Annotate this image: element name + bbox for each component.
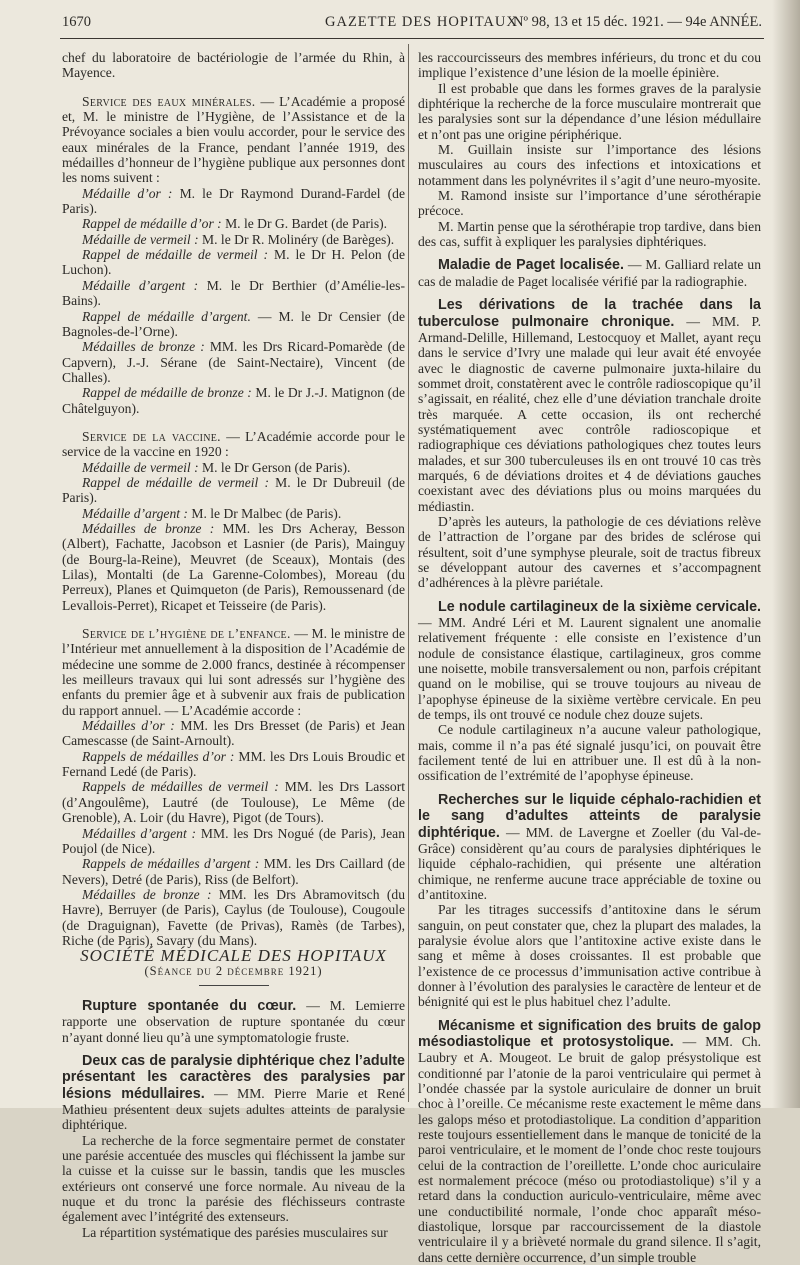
paragraph: M. Ramond insiste sur l’importance d’une sérothérapie précoce. — [418, 188, 761, 219]
abstract-heading: Rupture spontanée du cœur. — [82, 997, 297, 1014]
abstract-heading: Les dérivations de la trachée dans la tuberculose pulmonaire chronique. — [418, 297, 761, 330]
page-number: 1670 — [62, 14, 91, 30]
award-entry: Rappel de médaille d’or : M. le Dr G. Bardet (de Paris). — [82, 216, 388, 232]
award-entry: Rappel de médaille de vermeil : M. le Dr H. Pelon (de Luchon). — [62, 247, 405, 278]
paragraph: Service de l’hygiène de l’enfance. — M. le ministre de l’Intérieur met annuellement à la disposition de l’Académie de médecine une somme de 2.000 francs, destinée à récompenser les meilleurs travaux qui lui sont adressés sur l’hygiène des enfants du premier âge et à subvenir aux frais de publication du rapport annuel. — L’Académie accorde : — [62, 626, 405, 718]
paragraph: Il est probable que dans les formes graves de la paralysie diphtérique la recherche de la force musculaire montrerait que les paralysies sont sur la dépendance d’une lésion médullaire et n’ont pas une origine périphérique. — [418, 80, 761, 142]
session-date: (Séance du 2 décembre 1921) — [144, 963, 323, 978]
abstract-heading: Le nodule cartilagineux de la sixième cervicale. — [438, 598, 761, 615]
award-entry: Médaille d’argent : M. le Dr Berthier (d’Amélie-les-Bains). — [62, 277, 406, 309]
issue-line: Nº 98, 13 et 15 déc. 1921. — 94e ANNÉE. — [513, 14, 762, 30]
paragraph: chef du laboratoire de bactériologie de l’armée du Rhin, à Mayence. — [62, 50, 405, 81]
abstract-heading: Recherches sur le liquide céphalo-rachidien et le sang d’adultes atteints de paralysie diphtérique. — [418, 791, 761, 841]
paragraph: Ce nodule cartilagineux n’a aucune valeur pathologique, mais, comme il n’a pas été signalé jusqu’ici, on pouvait être facilement tenté de lui en attribuer une. Il est dû à la non-ossification de l’extrémité de l’apophyse épineuse. — [418, 722, 761, 784]
award-entry: Médailles d’or : MM. les Drs Bresset (de Paris) et Jean Camescasse (de Saint-Arnoult). — [62, 718, 405, 749]
award-entry: Médaille d’or : M. le Dr Raymond Durand-Fardel (de Paris). — [62, 185, 405, 217]
paragraph: La répartition systématique des parésies musculaires sur — [82, 1224, 388, 1240]
award-entry: Médailles d’argent : MM. les Drs Nogué (de Paris), Jean Poujol (de Nice). — [62, 825, 405, 856]
abstract: Les dérivations de la trachée dans la tuberculose pulmonaire chronique. — MM. P. Armand-Delille, Hillemand, Lestocquoy et Mallet, ayant reçu dans le service d’Ivry une malade qui leur avait été envoyée avec le diagnostic de caverne pulmonaire juxta-hilaire du sommet droit, constatèrent avec le contrôle radioscopique qu’il s’agissait, en réalité, chez elle d’une déviation tranchale droite très marquée. A cette occasion, ils ont recherché systématiquement avec contrôle radioscopique et radiographique ces déviations pathologiques chez toutes leurs malades, et sur 300 tuberculeuses ils en ont trouvé 10 cas très marqués, 6 de déviations droites et 4 de déviations gauches coexistant avec des déviations plus ou moins marquées du médiastin. — [418, 297, 761, 514]
section-heading: Service des eaux minérales. — [82, 93, 256, 109]
award-entry: Médaille de vermeil : M. le Dr Gerson (de Paris). — [82, 459, 351, 475]
award-entry: Rappel de médaille de bronze : M. le Dr J.-J. Matignon (de Châtelguyon). — [62, 385, 406, 416]
abstract: Rupture spontanée du cœur. — M. Lemierre rapporte une observation de rupture spontanée du cœur n’ayant donné lieu qu’à une symptomatologie fruste. — [62, 997, 405, 1045]
award-entry: Rappel de médaille d’argent. — M. le Dr Censier (de Bagnoles-de-l’Orne). — [62, 308, 405, 339]
award-entry: Médaille d’argent : M. le Dr Malbec (de Paris). — [82, 505, 342, 521]
award-entry: Médailles de bronze : MM. les Drs Ricard-Pomarède (de Capvern), J.-J. Sérane (de Saint-Nectaire), Vincent (de Challes). — [62, 339, 405, 385]
paragraph: les raccourcisseurs des membres inférieurs, du tronc et du cou implique l’existence d’une lésion de la moelle épinière. — [418, 50, 761, 81]
paragraph: Service des eaux minérales. — L’Académie a proposé et, M. le ministre de l’Hygiène, de l’Assistance et de la Prévoyance sociales a bien voulu accorder, pour le service des eaux minérales de la France, pendant l’année 1919, des médailles d’honneur de l’hygiène publique aux personnes dont les noms suivent : — [62, 93, 405, 186]
header-rule — [60, 38, 764, 39]
section-heading: Service de la vaccine. — [82, 428, 221, 444]
award-entry: Médailles de bronze : MM. les Drs Abramovitsch (du Havre), Berruyer (de Paris), Caylus (de Toulouse), Cougoule (de Draguignan), Favette (de Privas), Ramès (de Tarbes), Riche (de Paris), Savary (du Mans). — [62, 886, 405, 948]
abstract-heading: Deux cas de paralysie diphtérique chez l’adulte présentant les caractères des paralysies par lésions médullaires. — [62, 1052, 405, 1102]
award-entry: Rappels de médailles d’argent : MM. les Drs Caillard (de Nevers), Detré (de Paris), Riss (de Belfort). — [62, 856, 405, 887]
right-column — [418, 50, 761, 1265]
left-column — [62, 50, 405, 1240]
award-entry: Médaille de vermeil : M. le Dr R. Molinéry (de Barèges). — [82, 231, 395, 247]
abstract: Le nodule cartilagineux de la sixième cervicale. — MM. André Léri et M. Laurent signalent une anomalie relativement fréquente : elle consiste en l’existence d’un nodule de consistance élastique, cartilagineux, gros comme une noisette, mobile transversalement ou non, parfois crépitant quand on le mobilise, qui se trouve toujours au niveau de l’apophyse épineuse de la sixième vertèbre cervicale. En peu de temps, ils ont trouvé ce nodule chez douze sujets. — [418, 598, 761, 723]
paragraph: La recherche de la force segmentaire permet de constater une parésie accentuée des muscles qui fléchissent la jambe sur la cuisse et la cuisse sur le bassin, tandis que les muscles extérieurs ont conservé une force normale. Au niveau de la nuque et du tronc la parésie des fléchisseurs contraste également avec l’intégrité des extenseurs. — [62, 1132, 405, 1225]
abstract: Mécanisme et signification des bruits de galop mésodiastolique et protosystolique. — MM. Ch. Laubry et A. Mougeot. Le bruit de galop présystolique est conditionné par l’atonie de la paroi ventriculaire qui permet à l’ondée chassée par la systole auriculaire de donner un bruit choc à l’oreille. Ce mécanisme reste exactement le même dans les galops méso et protodiastolique. La condition d’apparition reste toujours essentiellement dans le manque de tonicité de la paroi ventriculaire, et le moment de l’onde choc reste toujours celui de la contraction de l’oreillette. L’onde choc auriculaire est normalement précoce (méso ou protodiastolique) s’il y a retard dans la conduction auriculo-ventriculaire, même avec une conductibilité normale, l’onde choc apparaît méso-diastolique, lorsque par raccourcissement de la diastole ventriculaire il y a brièveté normale du grand silence. Il s’agit, dans cette dernière occurrence, d’un simple trouble — [418, 1017, 761, 1265]
column-divider — [408, 44, 409, 1102]
award-entry: Rappels de médailles de vermeil : MM. les Drs Lassort (d’Angoulême), Lautré (de Toulouse), Le Même (de Grenoble), A. Loir (du Havre), Pigot (de Tours). — [62, 779, 405, 826]
award-entry: Médailles de bronze : MM. les Drs Acheray, Besson (Albert), Fachatte, Jacobson et Lasnier (de Paris), Mainguy (de Bourg-la-Reine), Meuvret (de Sceaux), Montais (des Lilas), Montalti (de La Garenne-Colombes), Moreau (du Perreux), Planes et Quimqueton (de Paris), Remoussenard (de Levallois-Perret), Ricapet et Teisseire (de Paris). — [62, 520, 405, 613]
society-title: SOCIÉTÉ MÉDICALE DES HOPITAUX — [80, 946, 387, 966]
award-entry: Rappel de médaille de vermeil : M. le Dr Dubreuil (de Paris). — [62, 474, 405, 506]
paragraph: M. Martin pense que la sérothérapie trop tardive, dans bien des cas, suffit à expliquer les paralysies diphtériques. — [418, 218, 761, 250]
abstract-heading: Maladie de Paget localisée. — [438, 257, 624, 274]
section-rule — [199, 985, 269, 986]
abstract: Maladie de Paget localisée. — M. Galliard relate un cas de maladie de Paget localisée vérifié par la radiographie. — [418, 257, 761, 289]
abstract: Recherches sur le liquide céphalo-rachidien et le sang d’adultes atteints de paralysie diphtérique. — MM. de Lavergne et Zoeller (du Val-de-Grâce) considèrent qu’au cours de paralysies diphtériques le liquide céphalo-rachidien, qui présente une altération chimique, ne renferme aucune trace appréciable de toxine ou d’antitoxine. — [418, 791, 761, 902]
journal-title: GAZETTE DES HOPITAUX — [325, 14, 518, 30]
abstract-heading: Mécanisme et signification des bruits de galop mésodiastolique et protosystolique. — [418, 1017, 761, 1050]
section-heading: Service de l’hygiène de l’enfance. — [82, 626, 291, 642]
paragraph: D’après les auteurs, la pathologie de ces déviations relève de l’attraction de l’organe par des brides de sclérose qui résultent, soit d’une symphyse pleurale, soit de tractus fibreux se développant autour des cavernes et s’accompagnent d’adhérences à la plèvre pariétale. — [418, 513, 761, 591]
paragraph: M. Guillain insiste sur l’importance des lésions musculaires au cours des infections et intoxications et notamment dans les polynévrites il s’agit d’une neuro-myosite. — [418, 142, 761, 188]
paragraph: Par les titrages successifs d’antitoxine dans le sérum sanguin, on peut constater que, chez la plupart des malades, la paralysie évolue alors que l’antitoxine active existe dans le sang et même à doses croissantes. Il est probable que l’existence de ce processus d’immunisation active contribue à donner à l’évolution des paralysies le caractère de lenteur et de bénignité qui est le plus habituel chez l’adulte. — [418, 902, 761, 1010]
paragraph: Service de la vaccine. — L’Académie accorde pour le service de la vaccine en 1920 : — [62, 428, 405, 460]
abstract: Deux cas de paralysie diphtérique chez l’adulte présentant les caractères des paralysies par lésions médullaires. — MM. Pierre Marie et René Mathieu présentent deux sujets adultes atteints de paralysie diphtérique. — [62, 1052, 405, 1133]
page-header — [62, 14, 762, 36]
award-entry: Rappels de médailles d’or : MM. les Drs Louis Broudic et Fernand Ledé (de Paris). — [62, 748, 405, 780]
